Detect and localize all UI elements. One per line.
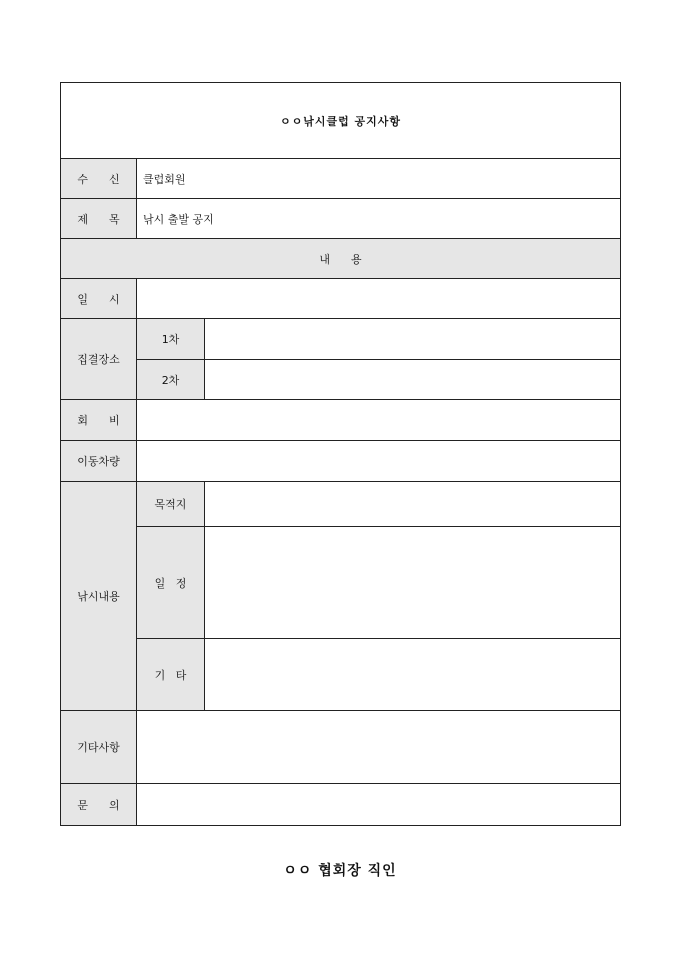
inquiry-value — [137, 784, 621, 826]
notes-label: 기타사항 — [61, 711, 137, 784]
datetime-label: 일 시 — [61, 279, 137, 319]
subject-label: 제 목 — [61, 199, 137, 239]
vehicle-value — [137, 441, 621, 482]
document-title: ㅇㅇ낚시클럽 공지사항 — [61, 83, 621, 159]
fishing-schedule-label: 일 정 — [137, 527, 205, 639]
fee-label: 회 비 — [61, 400, 137, 441]
fishing-other-value — [205, 639, 621, 711]
datetime-value — [137, 279, 621, 319]
notice-document — [60, 82, 620, 826]
notes-value — [137, 711, 621, 784]
subject-value: 낚시 출발 공지 — [137, 199, 621, 239]
fishing-destination-value — [205, 482, 621, 527]
vehicle-label: 이동차량 — [61, 441, 137, 482]
recipient-label: 수 신 — [61, 159, 137, 199]
content-header: 내 용 — [61, 239, 621, 279]
fishing-other-label: 기 타 — [137, 639, 205, 711]
recipient-value: 클럽회원 — [137, 159, 621, 199]
inquiry-label: 문 의 — [61, 784, 137, 826]
fishing-label: 낚시내용 — [61, 482, 137, 711]
meeting-place-first-value — [205, 319, 621, 360]
meeting-place-first-label: 1차 — [137, 319, 205, 360]
fishing-destination-label: 목적지 — [137, 482, 205, 527]
meeting-place-label: 집결장소 — [61, 319, 137, 400]
fishing-schedule-value — [205, 527, 621, 639]
fee-value — [137, 400, 621, 441]
association-seal-line: ㅇㅇ 협회장 직인 — [283, 863, 397, 879]
meeting-place-second-value — [205, 360, 621, 400]
meeting-place-second-label: 2차 — [137, 360, 205, 400]
notice-table — [60, 82, 621, 826]
